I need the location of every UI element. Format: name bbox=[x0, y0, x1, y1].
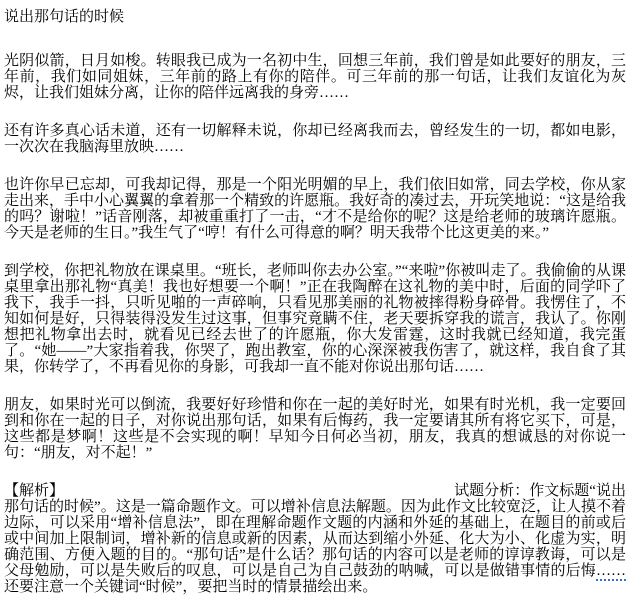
analysis-paragraph bbox=[4, 483, 626, 595]
analysis-ellipsis-underlined: …… bbox=[596, 563, 626, 579]
essay-paragraph-3: 也许你早已忘却，可我却记得，那是一个阳光明媚的早上，我们依旧如常，同去学校，你从家走出来，手中小心翼翼的拿着那一个精致的许愿瓶。我好奇的凑过去，开玩笑地说：“这是给我的吗？谢啦！”话音刚落，却被重重打了一击，“才不是给你的呢？这是给老师的玻璃许愿瓶。今天是老师的生日。”我生气了“哼！有什么可得意的啊？明天我带个比这更美的来。” bbox=[4, 177, 626, 241]
analysis-body-lead: 试题分析：作文标题“说出那句话的时候”。这是一篇命题作文。可以增补信息法解题。因为此作文比较宽泛，让人摸不着边际，可以采用“增补信息法”，即在理解命题作文题的内涵和外延的基础上，在题目的前或后或中间加上限制词，增补新的信息或新的因素，从而达到缩小外延、化大为小、化虚为实，明确范围、方便入题的目的。“那句话”是什么话？那句话的内容可以是老师的谆谆教诲，可以是父母勉励，可以是失败后的叹息，可以是自己为自己鼓劲的呐喊，可以是做错事情的后悔 bbox=[4, 483, 626, 579]
essay-paragraph-5: 朋友，如果时光可以倒流，我要好好珍惜和你在一起的美好时光，如果有时光机，我一定要回到和你在一起的日子，对你说出那句话，如果有后悔药，我一定要请其所有将它买下，可是，这些都是梦啊！这些是不会实现的啊！早知今日何必当初，朋友，我真的想诚恳的对你说一句：“朋友，对不起！” bbox=[4, 397, 626, 461]
essay-paragraph-4: 到学校，你把礼物放在课桌里。“班长，老师叫你去办公室。”“来啦”你被叫走了。我偷偷的从课桌里拿出那礼物“真美！我也好想要一个啊！”正在我陶醉在这礼物的美中时，后面的同学吓了我下，我手一抖，只听见啪的一声碎响，只看见那美丽的礼物被摔得粉身碎骨。我愣住了，不知如何是好，只得装得没发生过这事，但事究竟瞒不住，老天要拆穿我的谎言，我认了。你刚想把礼物拿出去时，就看见已经去世了的许愿瓶，你大发雷霆，这时我就已经知道，我完蛋了。“她——”大家指着我，你哭了，跑出教室，你的心深深被我伤害了，就这样，我自食了其果，你转学了，不再看见你的身影，可我却一直不能对你说出那句话…… bbox=[4, 263, 626, 375]
essay-title: 说出那句话的时候 bbox=[4, 9, 125, 25]
analysis-body-tail: 还要注意一个关键词“时候”，要把当时的情景描绘出来。 bbox=[4, 579, 378, 595]
essay-paragraph-1: 光阴似箭，日月如梭。转眼我已成为一名初中生，回想三年前，我们曾是如此要好的朋友，三年前，我们如同姐妹，三年前的路上有你的陪伴。可三年前的那一句话，让我们友谊化为灰烬，让我们姐妹分离，让你的陪伴远离我的身旁…… bbox=[4, 53, 626, 101]
analysis-label: 【解析】 bbox=[4, 483, 65, 499]
analysis-spacer bbox=[64, 494, 454, 495]
essay-paragraph-2: 还有许多真心话未道，还有一切解释未说，你却已经离我而去，曾经发生的一切，都如电影，一次次在我脑海里放映…… bbox=[4, 123, 626, 155]
